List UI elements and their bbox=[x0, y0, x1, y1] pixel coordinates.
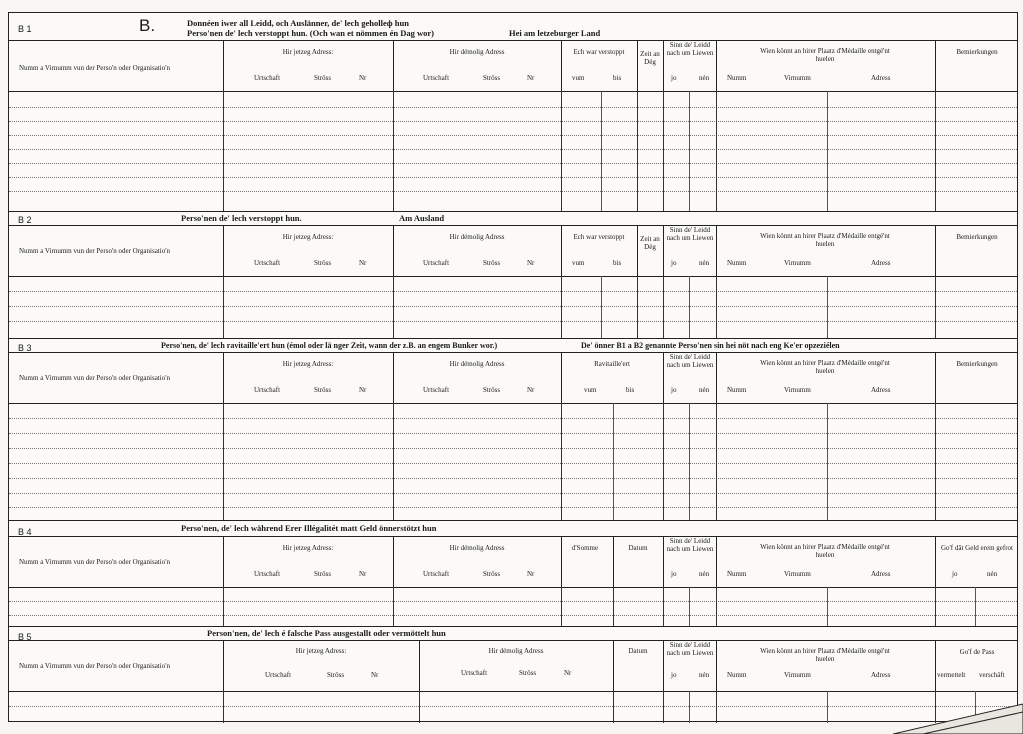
sub-street: Ströss bbox=[483, 386, 501, 394]
sub-town: Urtschaft bbox=[423, 570, 450, 578]
col-address-now: Hir jetzeg Adress: bbox=[282, 48, 334, 56]
col-remarks: Bemierkungen bbox=[956, 48, 998, 56]
sub-nr: Nr bbox=[371, 671, 379, 679]
section-b5 bbox=[9, 626, 1017, 723]
sub-firstname: Virnumm bbox=[784, 570, 811, 578]
sub-yes: jo bbox=[671, 671, 677, 679]
table-header bbox=[9, 640, 1017, 692]
sub-street: Ströss bbox=[483, 74, 501, 82]
sub-nr: Nr bbox=[527, 259, 535, 267]
sub-address: Adress bbox=[871, 671, 891, 679]
sub-no: nén bbox=[699, 570, 710, 578]
sub-to: bis bbox=[626, 386, 635, 394]
sub-street: Ströss bbox=[519, 669, 537, 677]
sub-street: Ströss bbox=[483, 570, 501, 578]
sub-no: nén bbox=[699, 386, 710, 394]
col-medal: Wien könnt an hirer Plaatz d'Médaille entgé'nt huelen bbox=[760, 47, 890, 63]
sub-nr: Nr bbox=[359, 259, 367, 267]
col-name: Numm a Virnumm vun der Perso'n oder Organisatio'n bbox=[19, 374, 170, 382]
sub-provided: verschäft bbox=[979, 671, 1005, 679]
entry-rows bbox=[9, 91, 1017, 211]
col-address-now: Hir jetzeg Adress: bbox=[282, 233, 334, 241]
sub-street: Ströss bbox=[327, 671, 345, 679]
sub-surname: Numm bbox=[727, 259, 747, 267]
sub-to: bis bbox=[613, 259, 622, 267]
sub-surname: Numm bbox=[727, 386, 747, 394]
col-address-then: Hir démolig Adress bbox=[449, 233, 505, 241]
section-b2 bbox=[9, 211, 1017, 338]
sub-address: Adress bbox=[871, 74, 891, 82]
sub-surname: Numm bbox=[727, 570, 747, 578]
col-supplied: Ravitaille'ert bbox=[594, 360, 630, 368]
section-code: B 1 bbox=[18, 24, 32, 34]
col-address-then: Hir démolig Adress bbox=[488, 647, 544, 655]
sub-street: Ströss bbox=[314, 74, 332, 82]
section-title: Person'nen, de' lech é falsche Pass ausgestallt oder vermöttelt hun bbox=[207, 628, 446, 638]
col-alive: Sinn de' Leidd nach um Liewen bbox=[666, 537, 714, 553]
sub-yes: jo bbox=[671, 570, 677, 578]
col-remarks: Bemierkungen bbox=[956, 360, 998, 368]
sub-nr: Nr bbox=[359, 74, 367, 82]
table-header bbox=[9, 352, 1017, 404]
section-b1 bbox=[9, 13, 1017, 211]
sub-no: nén bbox=[699, 671, 710, 679]
col-medal: Wien könnt an hirer Plaatz d'Médaille entgé'nt huelen bbox=[760, 647, 890, 663]
sub-surname: Numm bbox=[727, 671, 747, 679]
col-name: Numm a Virnumm vun der Perso'n oder Organisatio'n bbox=[19, 558, 170, 566]
sub-firstname: Virnumm bbox=[784, 671, 811, 679]
col-time: Zeit an Dég bbox=[640, 50, 660, 66]
col-money-returned: Go'f dât Geld erem gefrot bbox=[940, 544, 1013, 552]
sub-street: Ströss bbox=[483, 259, 501, 267]
sub-yes: jo bbox=[671, 386, 677, 394]
sub-street: Ströss bbox=[314, 570, 332, 578]
entry-rows bbox=[9, 403, 1017, 520]
col-address-then: Hir démolig Adress bbox=[449, 544, 505, 552]
sub-from: vum bbox=[572, 259, 585, 267]
entry-rows bbox=[9, 691, 1017, 723]
sub-address: Adress bbox=[871, 259, 891, 267]
col-name: Numm a Virnumm vun der Perso'n oder Organisatio'n bbox=[19, 64, 170, 72]
section-title: Perso'nen de' lech verstoppt hun. bbox=[181, 213, 302, 223]
sub-no: nén bbox=[987, 570, 998, 578]
col-address-then: Hir démolig Adress bbox=[449, 48, 505, 56]
sub-town: Urtschaft bbox=[461, 669, 488, 677]
col-name: Numm a Virnumm vun der Perso'n oder Organisatio'n bbox=[19, 662, 170, 670]
col-alive: Sinn de' Leidd nach um Liewen bbox=[666, 641, 714, 657]
col-medal: Wien könnt an hirer Plaatz d'Médaille entgé'nt huelen bbox=[760, 543, 890, 559]
sub-nr: Nr bbox=[359, 570, 367, 578]
section-code: B 3 bbox=[18, 343, 32, 353]
section-title: Perso'nen, de' lech ravitaille'ert hun (émol oder lä nger Zeit, wann der z.B. an engem Bunker wor.) bbox=[161, 341, 498, 350]
section-code: B 2 bbox=[18, 215, 32, 225]
col-alive: Sinn de' Leidd nach um Liewen bbox=[666, 41, 714, 57]
sub-town: Urtschaft bbox=[254, 570, 281, 578]
sub-town: Urtschaft bbox=[254, 259, 281, 267]
section-subtitle: Am Ausland bbox=[399, 213, 445, 223]
col-address-now: Hir jetzeg Adress: bbox=[295, 647, 347, 655]
section-code: B 5 bbox=[18, 632, 32, 642]
sub-firstname: Virnumm bbox=[784, 259, 811, 267]
sub-firstname: Virnumm bbox=[784, 386, 811, 394]
sub-nr: Nr bbox=[564, 669, 572, 677]
sub-firstname: Virnumm bbox=[784, 74, 811, 82]
col-alive: Sinn de' Leidd nach um Liewen bbox=[666, 226, 714, 242]
form-sheet bbox=[8, 12, 1018, 722]
page-corner-curl bbox=[893, 694, 1023, 734]
table-header bbox=[9, 40, 1017, 92]
col-remarks: Bemierkungen bbox=[956, 233, 998, 241]
col-hidden: Ech war verstoppt bbox=[573, 233, 625, 241]
form-letter: B. bbox=[139, 16, 156, 35]
sub-town: Urtschaft bbox=[423, 259, 450, 267]
col-name: Numm a Virnumm vun der Perso'n oder Organisatio'n bbox=[19, 247, 170, 255]
sub-issued: vermettelt bbox=[937, 671, 966, 679]
section-b3 bbox=[9, 338, 1017, 520]
sub-from: vum bbox=[572, 74, 585, 82]
col-hidden: Ech war verstoppt bbox=[573, 48, 625, 56]
col-address-now: Hir jetzeg Adress: bbox=[282, 544, 334, 552]
sub-address: Adress bbox=[871, 386, 891, 394]
sub-town: Urtschaft bbox=[423, 74, 450, 82]
col-time: Zeit an Dég bbox=[640, 235, 660, 251]
sub-town: Urtschaft bbox=[423, 386, 450, 394]
col-alive: Sinn de' Leidd nach um Liewen bbox=[666, 353, 714, 369]
sub-town: Urtschaft bbox=[265, 671, 292, 679]
table-header bbox=[9, 225, 1017, 277]
sub-surname: Numm bbox=[727, 74, 747, 82]
entry-rows bbox=[9, 276, 1017, 338]
col-passport: Go'f de Pass bbox=[959, 648, 995, 656]
sub-yes: jo bbox=[952, 570, 958, 578]
col-address-then: Hir démolig Adress bbox=[449, 360, 505, 368]
col-sum: d'Somme bbox=[571, 544, 599, 552]
section-title: Perso'nen, de' lech während Erer Illégalitét matt Geld önnerstötzt hun bbox=[181, 523, 437, 533]
section-title: Donnéen iwer all Leidd, och Auslänner, de' lech geholleф hun bbox=[187, 18, 409, 28]
section-b4 bbox=[9, 520, 1017, 626]
col-address-now: Hir jetzeg Adress: bbox=[282, 360, 334, 368]
col-date: Datum bbox=[628, 544, 648, 552]
sub-yes: jo bbox=[671, 74, 677, 82]
sub-nr: Nr bbox=[359, 386, 367, 394]
col-medal: Wien könnt an hirer Plaatz d'Médaille entgé'nt huelen bbox=[760, 359, 890, 375]
sub-nr: Nr bbox=[527, 386, 535, 394]
sub-nr: Nr bbox=[527, 570, 535, 578]
sub-to: bis bbox=[613, 74, 622, 82]
sub-town: Urtschaft bbox=[254, 386, 281, 394]
sub-nr: Nr bbox=[527, 74, 535, 82]
sub-from: vum bbox=[584, 386, 597, 394]
table-header bbox=[9, 536, 1017, 588]
col-medal: Wien könnt an hirer Plaatz d'Médaille entgé'nt huelen bbox=[760, 232, 890, 248]
section-title-line2: Perso'nen de' lech verstoppt hun. (Och wan et nömmen én Dag wor) bbox=[187, 28, 434, 38]
section-subtitle: De' önner B1 a B2 genannte Perso'nen sin hei nöt nach eng Ke'er opzeziélen bbox=[581, 341, 840, 350]
sub-no: nén bbox=[699, 259, 710, 267]
col-date: Datum bbox=[628, 647, 648, 655]
sub-yes: jo bbox=[671, 259, 677, 267]
section-subtitle: Hei am letzeburger Land bbox=[509, 28, 601, 38]
sub-address: Adress bbox=[871, 570, 891, 578]
sub-town: Urtschaft bbox=[254, 74, 281, 82]
sub-street: Ströss bbox=[314, 259, 332, 267]
sub-street: Ströss bbox=[314, 386, 332, 394]
sub-no: nén bbox=[699, 74, 710, 82]
entry-rows bbox=[9, 587, 1017, 626]
section-code: B 4 bbox=[18, 527, 32, 537]
